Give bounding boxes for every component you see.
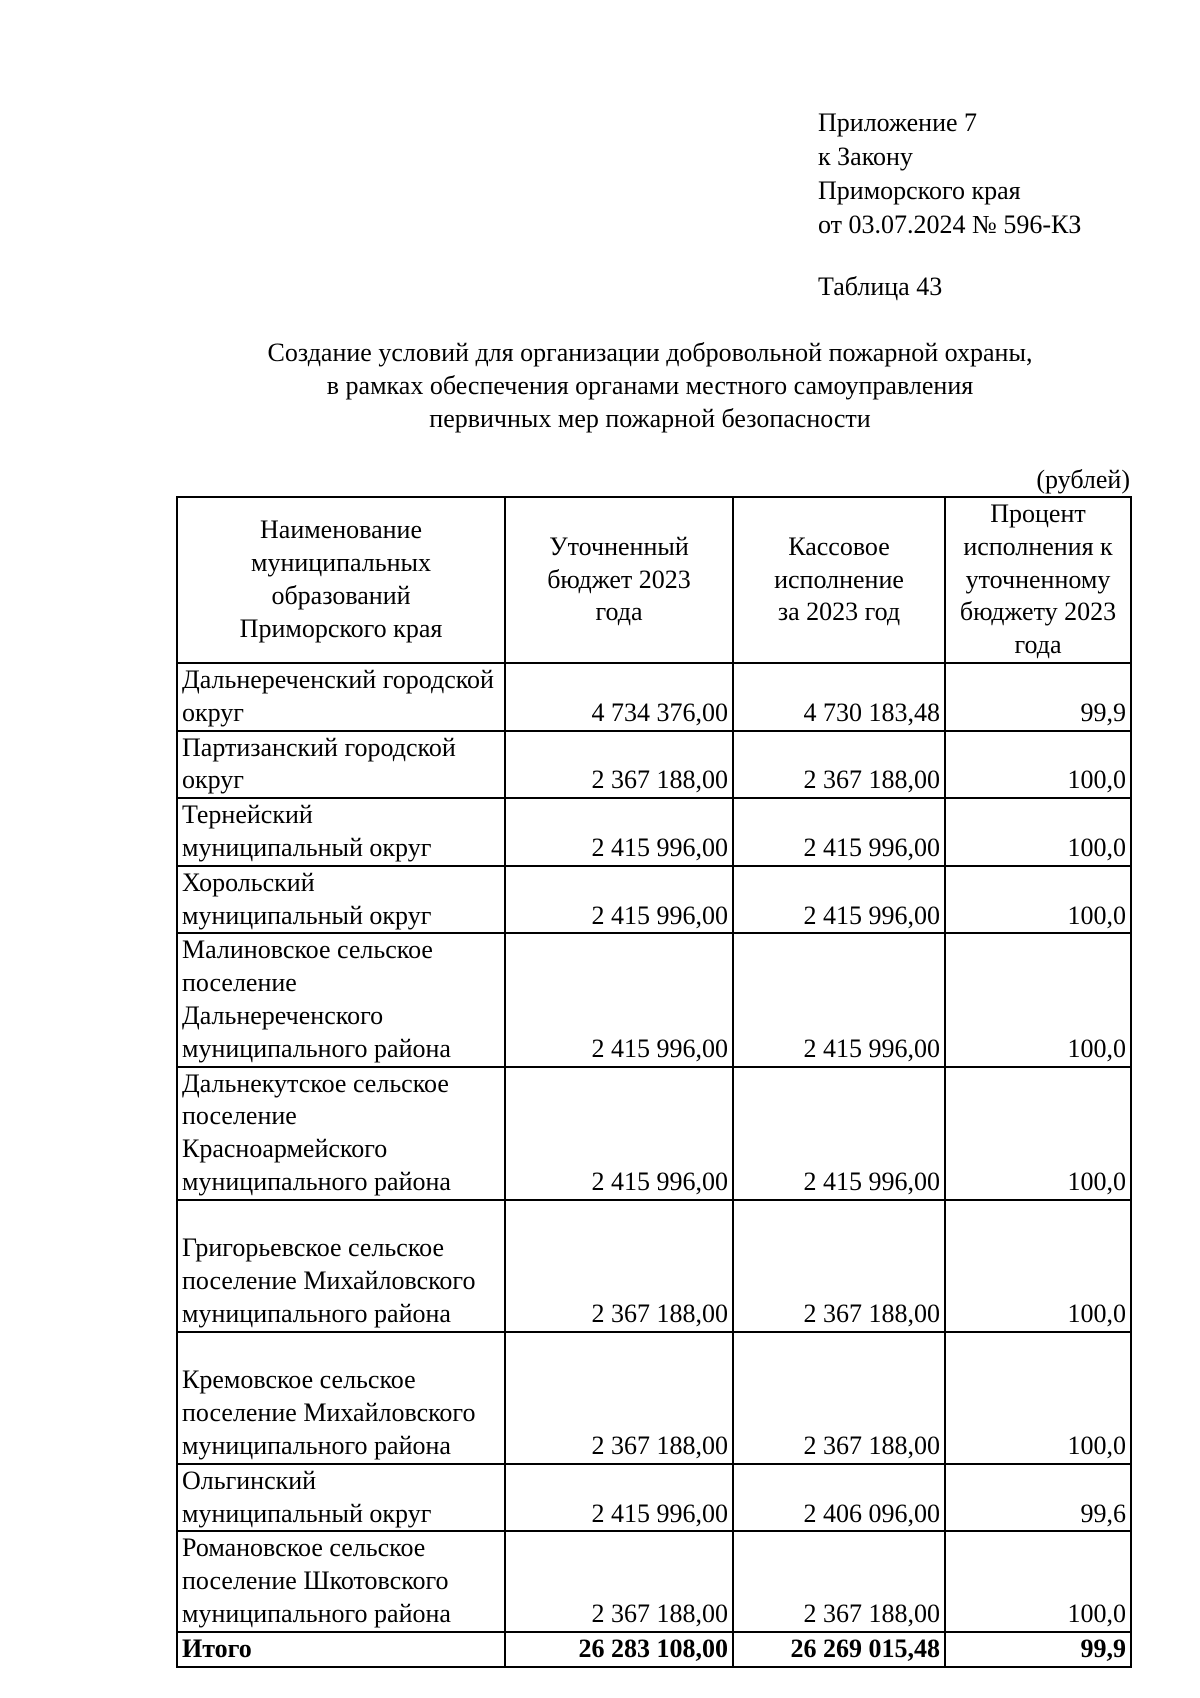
cell-budget: 2 367 188,00 [505,1332,733,1464]
cell-budget: 2 367 188,00 [505,731,733,799]
cell-percent: 100,0 [945,1200,1131,1332]
table-total-row [177,1632,1131,1667]
cell-municipality: Партизанский городской округ [177,731,505,799]
cell-municipality: Хорольский муниципальный округ [177,866,505,934]
cell-budget: 4 734 376,00 [505,663,733,731]
cell-percent: 100,0 [945,731,1131,799]
cell-municipality: Романовское сельское поселение Шкотовского муниципального района [177,1531,505,1631]
cell-execution: 4 730 183,48 [733,663,945,731]
cell-total-budget: 26 283 108,00 [505,1632,733,1667]
title-line-1: Создание условий для организации добровольной пожарной охраны, [267,338,1033,367]
cell-percent: 100,0 [945,1067,1131,1200]
cell-percent: 100,0 [945,933,1131,1066]
cell-municipality: Кремовское сельское поселение Михайловского муниципального района [177,1332,505,1464]
table-header-row [177,497,1131,663]
cell-municipality: Тернейский муниципальный округ [177,798,505,866]
budget-table [176,496,1132,1668]
cell-municipality: Григорьевское сельское поселение Михайловского муниципального района [177,1200,505,1332]
table-row [177,1531,1131,1631]
annex-line-region: Приморского края [818,176,1021,205]
cell-execution: 2 406 096,00 [733,1464,945,1532]
title-line-3: первичных мер пожарной безопасности [429,404,871,433]
cell-budget: 2 415 996,00 [505,1464,733,1532]
cell-execution: 2 415 996,00 [733,1067,945,1200]
annex-line-date-number: от 03.07.2024 № 596-КЗ [818,210,1082,239]
table-row [177,1200,1131,1332]
table-row [177,663,1131,731]
cell-percent: 100,0 [945,798,1131,866]
cell-budget: 2 367 188,00 [505,1531,733,1631]
header-execution: Кассовое исполнение за 2023 год [733,497,945,663]
header-budget: Уточненный бюджет 2023 года [505,497,733,663]
table-row [177,866,1131,934]
annex-line-appendix: Приложение 7 [818,108,978,137]
cell-percent: 100,0 [945,1332,1131,1464]
header-percent: Процент исполнения к уточненному бюджету 2023 года [945,497,1131,663]
header-municipality: Наименование муниципальных образований Приморского края [177,497,505,663]
title-line-2: в рамках обеспечения органами местного самоуправления [326,371,974,400]
cell-execution: 2 415 996,00 [733,866,945,934]
cell-execution: 2 367 188,00 [733,1531,945,1631]
cell-percent: 99,9 [945,663,1131,731]
cell-total-execution: 26 269 015,48 [733,1632,945,1667]
cell-budget: 2 415 996,00 [505,1067,733,1200]
table-number: Таблица 43 [818,272,943,301]
table-row [177,731,1131,799]
cell-total-percent: 99,9 [945,1632,1131,1667]
cell-budget: 2 367 188,00 [505,1200,733,1332]
cell-total-label: Итого [177,1632,505,1667]
cell-percent: 100,0 [945,866,1131,934]
cell-execution: 2 367 188,00 [733,1200,945,1332]
units-label: (рублей) [1036,465,1130,494]
document-title [160,336,1140,435]
cell-municipality: Ольгинский муниципальный округ [177,1464,505,1532]
cell-percent: 100,0 [945,1531,1131,1631]
cell-budget: 2 415 996,00 [505,933,733,1066]
cell-budget: 2 415 996,00 [505,798,733,866]
cell-budget: 2 415 996,00 [505,866,733,934]
annex-line-to-law: к Закону [818,142,913,171]
cell-execution: 2 415 996,00 [733,933,945,1066]
table-row [177,798,1131,866]
table-row [177,1464,1131,1532]
table-row [177,1332,1131,1464]
cell-municipality: Дальнереченский городской округ [177,663,505,731]
cell-execution: 2 367 188,00 [733,1332,945,1464]
cell-municipality: Дальнекутское сельское поселение Красноармейского муниципального района [177,1067,505,1200]
annex-block [818,106,1081,242]
cell-municipality: Малиновское сельское поселение Дальнереченского муниципального района [177,933,505,1066]
table-row [177,933,1131,1066]
table-row [177,1067,1131,1200]
cell-execution: 2 367 188,00 [733,731,945,799]
cell-percent: 99,6 [945,1464,1131,1532]
cell-execution: 2 415 996,00 [733,798,945,866]
